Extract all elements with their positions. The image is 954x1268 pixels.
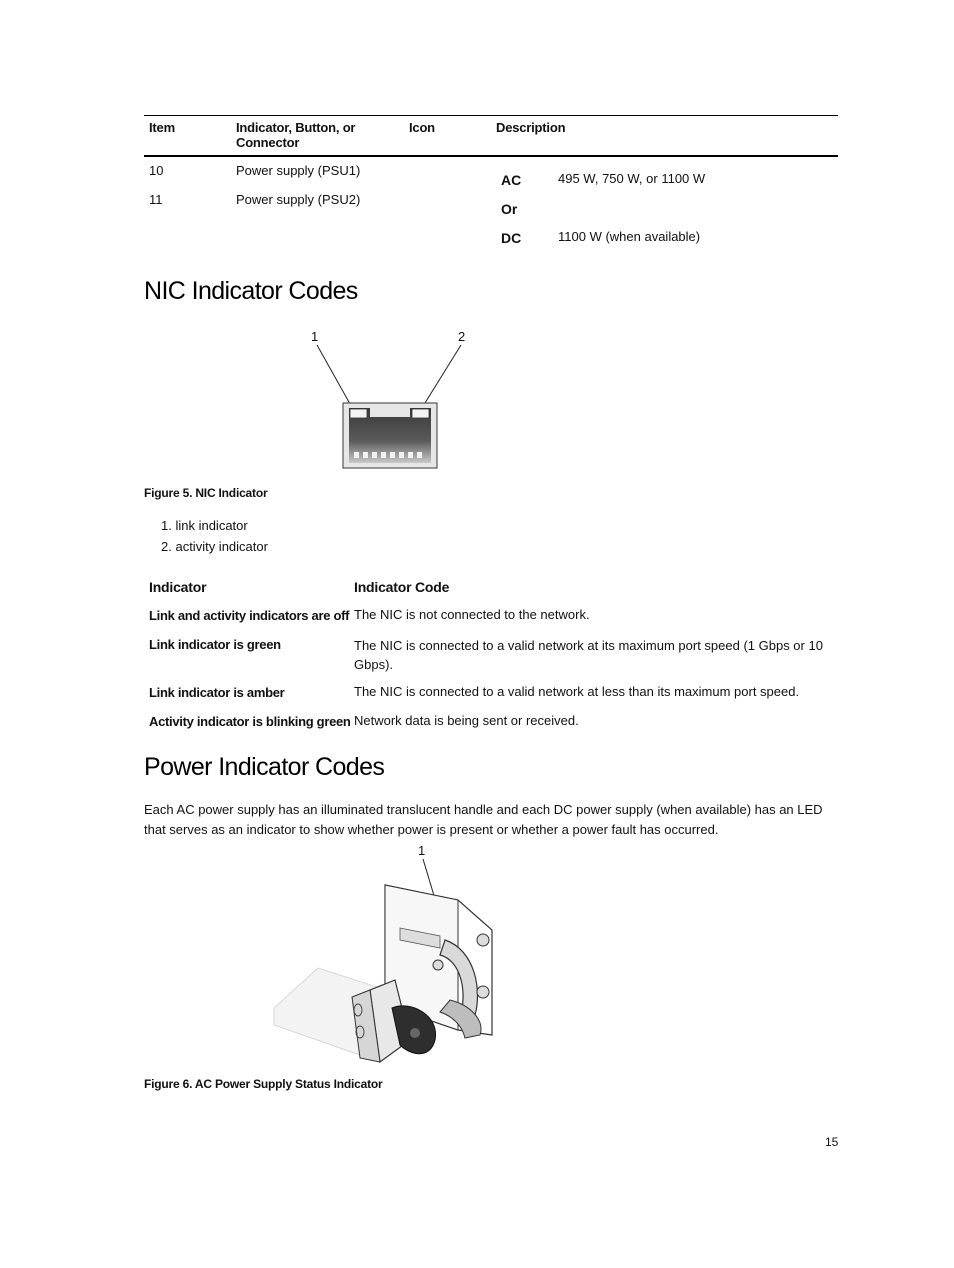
table-row-code: Network data is being sent or received. xyxy=(354,713,579,728)
desc-text-ac: 495 W, 750 W, or 1100 W xyxy=(558,171,706,186)
table-row-indicator: Power supply (PSU2) xyxy=(236,192,361,207)
nic-th-indicator: Indicator xyxy=(149,579,207,595)
desc-label-dc: DC xyxy=(501,230,522,246)
callout-1: 1 xyxy=(418,843,426,858)
table-row-code: The NIC is connected to a valid network at its maximum port speed (1 Gbps or 10 Gbps). xyxy=(354,638,823,672)
power-section-title: Power Indicator Codes xyxy=(144,753,385,781)
activity-indicator-led xyxy=(412,409,429,418)
top-table-header-rule xyxy=(144,155,838,157)
nic-th-code: Indicator Code xyxy=(354,579,450,595)
top-table-top-rule xyxy=(144,115,838,116)
table-row-indicator: Power supply (PSU1) xyxy=(236,163,361,178)
table-row-code: The NIC is not connected to the network. xyxy=(354,607,590,622)
callout-2: 2 xyxy=(458,329,466,344)
table-row-indicator: Link indicator is green xyxy=(149,637,281,652)
desc-text-dc: 1100 W (when available) xyxy=(558,229,701,244)
desc-label-ac: AC xyxy=(501,172,522,188)
desc-label-or: Or xyxy=(501,201,518,217)
th-icon: Icon xyxy=(409,120,435,135)
th-item: Item xyxy=(149,120,175,135)
page-number: 15 xyxy=(825,1135,839,1149)
th-description: Description xyxy=(496,120,566,135)
legend-number: 1. xyxy=(161,518,172,533)
psu-figure xyxy=(270,840,510,1070)
figure-6-caption: Figure 6. AC Power Supply Status Indicator xyxy=(144,1077,383,1091)
nic-figure xyxy=(300,325,500,475)
table-row-item: 10 xyxy=(149,163,164,178)
callout-1: 1 xyxy=(311,329,319,344)
power-body-text: Each AC power supply has an illuminated translucent handle and each DC power supply (when available) has an LED that serves as an indicator to show whether power is present or whether a power fault has occurred. xyxy=(144,802,823,837)
legend-item-2 xyxy=(161,539,268,554)
table-row-indicator: Link and activity indicators are off xyxy=(149,608,350,623)
legend-number: 2. xyxy=(161,539,172,554)
table-row-item: 11 xyxy=(149,192,163,207)
legend-label: link indicator xyxy=(175,518,248,533)
th-indicator: Indicator, Button, or Connector xyxy=(236,120,356,150)
table-row-indicator: Activity indicator is blinking green xyxy=(149,714,351,729)
table-row-indicator: Link indicator is amber xyxy=(149,685,285,700)
link-indicator-led xyxy=(350,409,367,418)
legend-label: activity indicator xyxy=(175,539,268,554)
figure-5-caption: Figure 5. NIC Indicator xyxy=(144,486,268,500)
nic-section-title: NIC Indicator Codes xyxy=(144,277,358,305)
legend-item-1 xyxy=(161,518,248,533)
table-row-code: The NIC is connected to a valid network at less than its maximum port speed. xyxy=(354,684,800,699)
